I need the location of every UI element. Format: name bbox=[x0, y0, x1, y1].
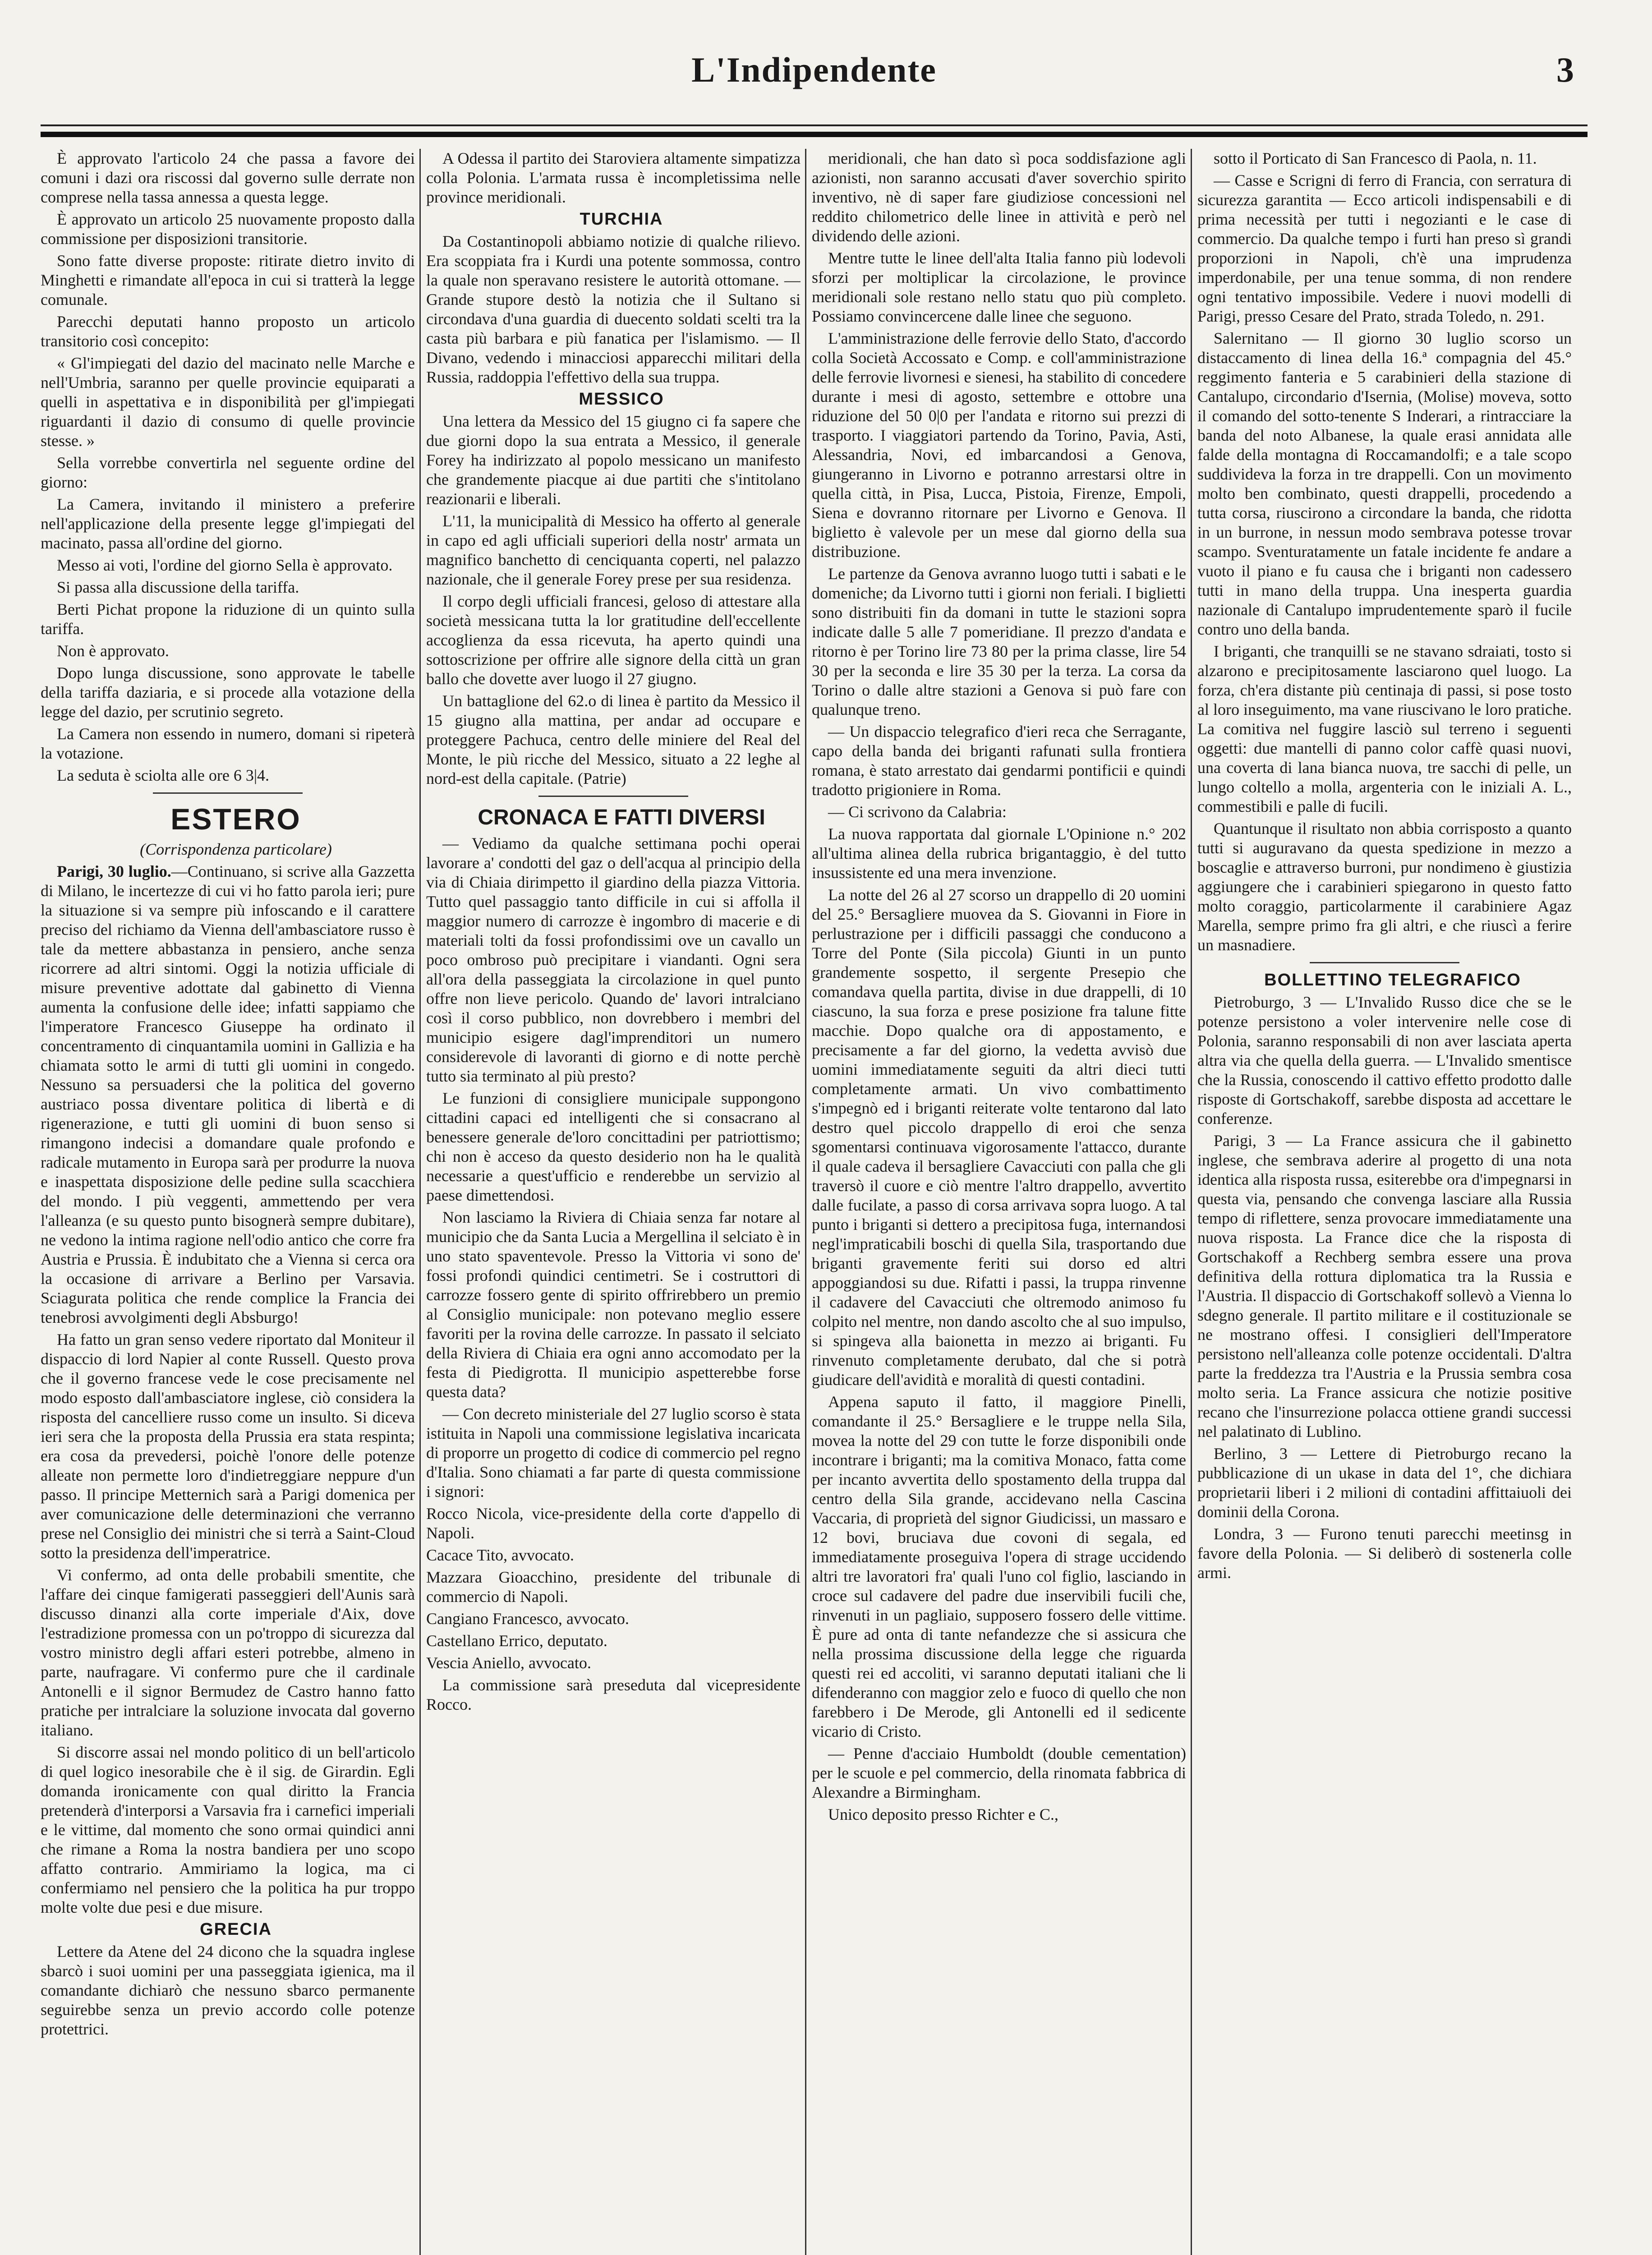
estero-dateline: Parigi, 30 luglio. bbox=[57, 862, 171, 880]
commission-members bbox=[426, 1504, 801, 1673]
paragraph: Castellano Errico, deputato. bbox=[426, 1632, 607, 1650]
paragraph: La Camera non essendo in numero, domani si ripeterà la votazione. bbox=[41, 725, 415, 762]
paragraph: Salernitano — Il giorno 30 luglio scorso un distaccamento di linea della 16.ª compagnia del 45.° reggimento fanteria e 5 carabinieri della stazione di Cantalupo, circondario d'Isernia, (Molise) moveva, sotto il comando del sotto-tenente S Inderari, a rintracciare la banda del noto Albanese, la quale erasi annidata alle falde della montagna di Roccamandolfi; e a tale scopo suddivideva la forza in tre drappelli. Con un movimento molto ben combinato, questi drappelli, procedendo a tutta corsa, riuscirono a circondare la banda, che ridotta in un burrone, in nessun modo sembrava potesse trovar scampo. Sventuratamente un fatale incidente fe andare a vuoto il piano e fu causa che i briganti non cadessero tutti in mano della truppa. Una inesperta guardia nazionale di Cantalupo imprudentemente sparò il fucile contro uno della banda. bbox=[1197, 329, 1572, 638]
paragraph: « Gl'impiegati del dazio del macinato nelle Marche e nell'Umbria, saranno per quelle provincie equiparati a quelli in aspettativa e in disponibilità per gl'impiegati riguardanti il dazio di consumo di quelle provincie stesse. » bbox=[41, 354, 415, 450]
estero-first-paragraph bbox=[41, 862, 415, 1327]
paragraph: Londra, 3 — Furono tenuti parecchi meetinsg in favore della Polonia. — Si deliberò di sostenerla colle armi. bbox=[1197, 1525, 1572, 1582]
estero-first-text: —Continuano, si scrive alla Gazzetta di Milano, le incertezze di cui vi ho fatto parola ieri; pure la situazione si va sempre più infoscando e il carattere preciso del richiamo da Vienna dell'ambasciatore russo è tale da mettere abbastanza in pensiero, anche senza ricorrere ad altri sintomi. Oggi la notizia ufficiale di misure preventive adottate dal gabinetto di Vienna aumenta la confusione delle idee; infatti sappiamo che l'imperatore Francesco Giuseppe ha ordinato il concentramento di cinquantamila uomini in Gallizia e ha chiamata sotto le armi di tutti gli uomini in congedo. Nessuno sa persuadersi che la politica del governo austriaco possa diventare politica di libertà e di rigenerazione, e tutti gli uomini di buon senso si rimangono indecisi a domandare quale profondo e radicale mutamento in Europa sarà per produrre la nuova e inaspettata disposizione delle pedine sulla scacchiera del mondo. I più veggenti, ammettendo per vera l'alleanza (e su questo punto bisognerà sempre dubitare), ne vedono la intima ragione nell'odio antico che corre fra Austria e Prussia. È indubitato che a Vienna si cerca ora la occasione di arrivare a Berlino per Varsavia. Sciagurata politica che rende complice la Francia dei tenebrosi avvolgimenti degli Absburgo! bbox=[41, 862, 415, 1326]
paragraph: sotto il Porticato di San Francesco di Paola, n. 11. bbox=[1214, 149, 1537, 167]
paragraph: L'amministrazione delle ferrovie dello Stato, d'accordo colla Società Accossato e Comp. e coll'amministrazione delle ferrovie livornesi e sienesi, ha stabilito di concedere durante i mesi di agosto, settembre e ottobre una riduzione del 50 0|0 per l'andata e ritorno sui prezzi di trasporto. I viaggiatori partendo da Torino, Pavia, Asti, Alessandria, Novi, ed imbarcandosi a Genova, giungeranno in Livorno e potranno arrestarsi oltre in quella città, in Pisa, Lucca, Pistoia, Firenze, Empoli, Siena e dovranno ritornare per Livorno e Genova. Il biglietto è valevole per un mese dal giorno della sua distribuzione. bbox=[812, 329, 1186, 561]
paragraph: Non è approvato. bbox=[57, 642, 169, 660]
turchia-body bbox=[426, 232, 801, 387]
paragraph: La Camera, invitando il ministero a preferire nell'applicazione della presente legge gl'impiegati del macinato, passa all'ordine del giorno. bbox=[41, 495, 415, 552]
paragraph: Mentre tutte le linee dell'alta Italia fanno più lodevoli sforzi per moltiplicar la circolazione, le province meridionali sole restano nello statu quo più completo. Possiamo convincercene dalle linee che seguono. bbox=[812, 249, 1186, 325]
section-divider bbox=[1310, 962, 1459, 963]
paragraph: Messo ai voti, l'ordine del giorno Sella è approvato. bbox=[57, 556, 393, 574]
grecia-heading: GRECIA bbox=[200, 1920, 272, 1939]
paragraph: Berlino, 3 — Lettere di Pietroburgo recano la pubblicazione di un ukase in data del 1°, che dichiara proprietarii liberi i 2 milioni di contadini affittaiuoli dei dominii della Corona. bbox=[1197, 1445, 1572, 1521]
paragraph: Vescia Aniello, avvocato. bbox=[426, 1654, 591, 1672]
paragraph: Pietroburgo, 3 — L'Invalido Russo dice che se le potenze persistono a voler intervenire nelle cose di Polonia, saranno responsabili di non aver lasciata aperta altra via che quella della guerra. — L'Invalido smentisce che la Russia, conoscendo il cattivo effetto prodotto dalle risposte di Gortschakoff, sarebbe disposta ad accettare le conferenze. bbox=[1197, 993, 1572, 1128]
paragraph: La nuova rapportata dal giornale L'Opinione n.° 202 all'ultima alinea della rubrica brigantaggio, è del tutto insussistente ed una mera invenzione. bbox=[812, 825, 1186, 882]
paragraph: Le partenze da Genova avranno luogo tutti i sabati e le domeniche; da Livorno tutti i giorni non feriali. I biglietti sono distribuiti fin da domani in tutte le stazioni sopra indicate dalle 5 alle 7 pomeridiane. Il prezzo d'andata e ritorno è per Torino lire 73 80 per la prima classe, lire 54 30 per la seconda e lire 35 30 per la terza. La corsa da Torino o dalle altre stazioni a Genova si può fare con qualunque treno. bbox=[812, 565, 1186, 718]
paragraph: Cacace Tito, avvocato. bbox=[426, 1546, 574, 1564]
commission-closing: La commissione sarà preseduta dal vicepresidente Rocco. bbox=[426, 1676, 801, 1713]
paragraph: — Casse e Scrigni di ferro di Francia, con serratura di sicurezza garantita — Ecco articoli indispensabili e di prima necessità per tutti i negozianti e le case di commercio. Da qualche tempo i furti han preso sì grandi proporzioni in Napoli, ch'è una imprudenza imperdonabile, per una tenue somma, di non rendere ogni tentativo impossibile. Vedere i nuovi modelli di Parigi, presso Cesare del Prato, strada Toledo, n. 291. bbox=[1197, 171, 1572, 325]
paragraph: Da Costantinopoli abbiamo notizie di qualche rilievo. Era scoppiata fra i Kurdi una potente sommossa, contro la quale non speravano resistere le autorità ottomane. — Grande stupore destò la notizia che il Sultano si circondava d'una guardia di duecento soldati scelti tra la casta più barbara e più fanatica per l'islamismo. — Il Divano, vedendo i minacciosi apparecchi militari della Russia, raddoppia l'effettivo della sua truppa. bbox=[426, 232, 801, 386]
header-rule-thick bbox=[41, 132, 1588, 137]
paragraph: — Con decreto ministeriale del 27 luglio scorso è stata istituita in Napoli una commissione legislativa incaricata di proporre un progetto di codice di commercio pel regno d'Italia. Sono chiamati a far parte di questa commissione i signori: bbox=[426, 1405, 801, 1500]
paragraph: La seduta è sciolta alle ore 6 3|4. bbox=[57, 766, 270, 784]
paragraph: Si passa alla discussione della tariffa. bbox=[57, 578, 299, 596]
bollettino-body bbox=[1197, 993, 1572, 1583]
paragraph: Sella vorrebbe convertirla nel seguente ordine del giorno: bbox=[41, 454, 415, 491]
column-separator bbox=[419, 149, 421, 2255]
bollettino-heading: BOLLETTINO TELEGRAFICO bbox=[1264, 971, 1521, 989]
paragraph: — Penne d'acciaio Humboldt (double cementation) per le scuole e pel commercio, della rinomata fabbrica di Alexandre a Birmingham. bbox=[812, 1744, 1186, 1801]
paragraph: meridionali, che han dato sì poca soddisfazione agli azionisti, non saranno accusati d'aver soverchio spirito inventivo, nè di saper fare giudiziose concessioni nel reddito chilometrico delle linee in attività e però nel dividendo delle azioni. bbox=[812, 149, 1186, 245]
column-4 bbox=[1197, 149, 1572, 2255]
paragraph: — Vediamo da qualche settimana pochi operai lavorare a' condotti del gaz o dell'acqua al principio della via di Chiaia dirimpetto il giardino della piazza Vittoria. Tutto quel passaggio tanto difficile in cui si affolla il maggior numero di carrozze è ingombro di macerie e di materiali tolti da fossi profondissimi ove un cavallo un poco ombroso può precipitare i viandanti. Ogni sera all'ora della passeggiata la circolazione in quel punto offre non lieve pericolo. Quando de' lavori intralciano così il corso pubblico, non dovrebbero i membri del municipio esigere dagl'imprenditori un numero considerevole di lavoranti di giorno e di notte perchè tutto sia terminato al più presto? bbox=[426, 834, 801, 1085]
section-divider bbox=[538, 796, 688, 797]
paragraph: La notte del 26 al 27 scorso un drappello di 20 uomini del 25.° Bersagliere muovea da S. Giovanni in Fiore in perlustrazione per i difficili passaggi che conducono a Torre del Ponte (Sila piccola) Giunti in un punto grandemente sospetto, il sergente Presepio che comandava quella partita, divise in due drappelli, di 10 ciascuno, la sua forza e prese posizione fra talune fitte macchie. Dopo qualche ora di appostamento, e precisamente a far del giorno, la vedetta avvisò due uomini immediatamente seguiti da altri dieci tutti completamente armati. Un vivo combattimento s'impegnò ed i briganti reiterate volte tentarono dal lato destro quel piccolo drappello di eroi che senza sgomentarsi continuava vigorosamente l'attacco, durante il quale cadeva il bersagliere Cavacciuti con palla che gli traversò il cuore e ciò mentre l'altro drappello, avvertito dalle fucilate, a passo di corsa arrivava sopra luogo. A tal punto i briganti si dettero a precipitosa fuga, internandosi negl'impraticabili boschi di quella Sila, trasportando due briganti gravemente feriti sui dorso ed altri appoggiandosi su due. Rifatti i passi, la truppa rinvenne il cadavere del Cavacciuti che oltremodo animoso fu colpito nel mentre, non dando ascolto che al suo impulso, si spingeva alla baionetta in mezzo ai briganti. Fu rinvenuto completamente derubato, dal che si potrà giudicare dell'avidità e moralità di questi contadini. bbox=[812, 886, 1186, 1389]
paragraph: Un battaglione del 62.o di linea è partito da Messico il 15 giugno alla mattina, per andar ad occupare e proteggere Pachuca, centro delle miniere del Real del Monte, le più ricche del Messico, situato a 22 leghe al nord-est della capitale. (Patrie) bbox=[426, 692, 801, 787]
paragraph: Parigi, 3 — La France assicura che il gabinetto inglese, che sembrava aderire al progetto di una nota identica alla risposta russa, esiterebbe ora d'impegnarsi in questa via, pensando che convenga lasciare alla Russia tempo di riflettere, senza provocare immediatamente una nuova risposta. La France dice che la risposta di Gortschakoff a Rechberg sembra essere una prova definitiva della rottura diplomatica tra la Russia e l'Austria. Il dispaccio di Gortschakoff sollevò a Vienna lo sdegno generale. Il partito militare e il costituzionale se ne mostrano offesi. I consiglieri dell'Imperatore persistono nell'alleanza colle potenze occidentali. D'altra parte la freddezza tra l'Austria e la Prussia sembra cosa molto seria. La France assicura che notizie positive recano che l'insurrezione polacca ottiene grandi successi nel palatinato di Lublino. bbox=[1197, 1132, 1572, 1440]
messico-heading: MESSICO bbox=[579, 390, 664, 409]
paragraph: Parecchi deputati hanno proposto un articolo transitorio così concepito: bbox=[41, 313, 415, 350]
section-divider bbox=[153, 792, 303, 794]
column-4-body bbox=[1197, 149, 1572, 955]
column-separator bbox=[1191, 149, 1192, 2255]
column-3 bbox=[812, 149, 1186, 2255]
paragraph: Le funzioni di consigliere municipale suppongono cittadini capaci ed intelligenti che si consacrano al benessere generale de'loro concittadini per patriottismo; chi non è acceso da questo desiderio non ha le qualità necessarie a quest'ufficio e renderebbe un servizio al paese dimettendosi. bbox=[426, 1089, 801, 1204]
paragraph: Quantunque il risultato non abbia corrisposto a quanto tutti si auguravano da questa spedizione in mezzo a boscaglie e attraverso burroni, pur nondimeno è giustizia aggiungere che i carabinieri spiegarono in questo fatto molto coraggio, particolarmente il carabiniere Agaz Marella, sempre primo fra gli altri, e che riuscì a ferire un masnadiere. bbox=[1197, 819, 1572, 954]
paragraph: L'11, la municipalità di Messico ha offerto al generale in capo ed agli ufficiali superiori della nostr' armata un magnifico banchetto di cenciquanta coperti, nel palazzo nazionale, che il generale Forey prese per sua residenza. bbox=[426, 512, 801, 588]
estero-subheading: (Corrispondenza particolare) bbox=[140, 840, 332, 858]
parliament-report bbox=[41, 149, 415, 785]
paragraph: Ha fatto un gran senso vedere riportato dal Moniteur il dispaccio di lord Napier al conte Russell. Questo prova che il governo francese vede le cose precisamente nel modo esposto dall'ambasciatore inglese, ciò considera la risposta del cancelliere russo come un insulto. Si diceva ieri sera che la proposta della Prussia era stata respinta; era cosa da prevedersi, poichè l'onore delle potenze alleate non permette loro d'indietreggiare neppure d'un passo. Il principe Metternich sarà a Parigi domenica per aver comunicazione delle determinazioni che verranno prese nel Consiglio dei ministri che si terrà a Saint-Cloud sotto la presidenza dell'imperatrice. bbox=[41, 1330, 415, 1562]
paragraph: — Un dispaccio telegrafico d'ieri reca che Serragante, capo della banda dei briganti rafunati sulla frontiera romana, è stato arrestato dai gendarmi pontificii e quindi tradotto prigioniere in Roma. bbox=[812, 723, 1186, 799]
paragraph: I briganti, che tranquilli se ne stavano sdraiati, tosto si alzarono e precipitosamente lasciarono quel luogo. La forza, ch'era distante più centinaja di passi, si pose tosto al loro inseguimento, ma vane riuscivano le loro pratiche. La comitiva nel fuggire lasciò sul terreno i seguenti oggetti: due mantelli di panno color caffè quasi nuovi, una coverta di lana bianca nuova, tre sacchi di pelle, un lungo coltello a molla, argenteria con le iniziali A. L., commestibili e palle di fucili. bbox=[1197, 642, 1572, 815]
paragraph: È approvato un articolo 25 nuovamente proposto dalla commissione per disposizioni transitorie. bbox=[41, 210, 415, 248]
paragraph: Lettere da Atene del 24 dicono che la squadra inglese sbarcò i suoi uomini per una passeggiata igienica, ma il comandante dichiarò che nessuno sbarco permanente seguirebbe senza un previo accordo colle potenze protettrici. bbox=[41, 1942, 415, 2038]
intro-body bbox=[426, 149, 801, 207]
header-rule-thin bbox=[41, 124, 1588, 126]
paragraph: Sono fatte diverse proposte: ritirate dietro invito di Minghetti e rimandate all'epoca in cui si tratterà la legge comunale. bbox=[41, 252, 415, 308]
paragraph: Unico deposito presso Richter e C., bbox=[828, 1805, 1058, 1823]
paragraph: Il corpo degli ufficiali francesi, geloso di attestare alla società messicana tutta la lor gratitudine dell'eccellente accoglienza da essa ricevuta, ha aperto quindi una sottoscrizione per offrire alle signore della città un gran ballo che dovette aver luogo il 27 giugno. bbox=[426, 592, 801, 688]
page-number: 3 bbox=[1556, 50, 1574, 89]
masthead bbox=[41, 36, 1588, 122]
paragraph: Vi confermo, ad onta delle probabili smentite, che l'affare dei cinque famigerati passeggieri dell'Aunis sarà discusso dinanzi alla corte imperiale d'Aix, dove l'estradizione promessa con un po'troppo di sicurezza dal vostro ministro degli affari esteri potrebbe, almeno in parte, naufragare. Vi confermo pure che il cardinale Antonelli e il signor Bermudez de Castro hanno fatto pratiche per intralciare la soluzione invocata dal governo italiano. bbox=[41, 1566, 415, 1739]
messico-body bbox=[426, 412, 801, 788]
column-2 bbox=[426, 149, 801, 2255]
paragraph: Cangiano Francesco, avvocato. bbox=[426, 1610, 629, 1628]
turchia-heading: TURCHIA bbox=[580, 210, 663, 229]
column-1 bbox=[41, 149, 415, 2255]
estero-body bbox=[41, 1330, 415, 1917]
paragraph: È approvato l'articolo 24 che passa a favore dei comuni i dazi ora riscossi dal governo sulle derrate non comprese nella tassa annessa a questa legge. bbox=[41, 149, 415, 206]
paragraph: — Ci scrivono da Calabria: bbox=[828, 803, 1007, 821]
paragraph: A Odessa il partito dei Staroviera altamente simpatizza colla Polonia. L'armata russa è incompletissima nelle province meridionali. bbox=[426, 149, 801, 206]
cronaca-body bbox=[426, 834, 801, 1501]
newspaper-title: L'Indipendente bbox=[691, 50, 937, 89]
column-separator bbox=[805, 149, 806, 2255]
column-3-body bbox=[812, 149, 1186, 1824]
paragraph: Appena saputo il fatto, il maggiore Pinelli, comandante il 25.° Bersagliere e le truppe nella Sila, movea la notte del 29 con tutte le forze disponibili onde incontrare i briganti; ma la comitiva Monaco, fatta come per incanto avvertita dello spostamento della truppa dal centro della Sila grande, accidevano nella Cascina Vaccaria, di proprietà del signor Giudicissi, un massaro e 12 bovi, bruciava due covoni di segala, ed immediatamente proseguiva l'opera di strage uccidendo altri tre lavoratori fra' quali l'uno col figlio, lasciando in croce sul cadavere del padre due inservibili fucili che, rinvenuti in un pagliaio, supposero fossero delle vittime. È pure ad onta di tante nefandezze che si assicura che nella prossima discussione della legge che riguarda questi rei ed accoliti, vi saranno deputati italiani che li difenderanno con maggior zelo e fuoco di quello che non farebbero i De Merode, gli Antonelli ed il sedicente vicario di Cristo. bbox=[812, 1393, 1186, 1740]
paragraph: Mazzara Gioacchino, presidente del tribunale di commercio di Napoli. bbox=[426, 1568, 801, 1606]
paragraph: Rocco Nicola, vice-presidente della corte d'appello di Napoli. bbox=[426, 1505, 801, 1542]
paragraph: Non lasciamo la Riviera di Chiaia senza far notare al municipio che da Santa Lucia a Mergellina il selciato è in uno stato spaventevole. Presso la Vittoria vi sono de' fossi profondi quindici centimetri. Se i costruttori di carrozze fossero gente di spirito offrirebbero un premio al Consiglio municipale: non potevano meglio essere favoriti per la rovina delle carrozze. In passato il selciato della Riviera di Chiaia era ogni anno accomodato per la festa di Piedigrotta. Il municipio aspetterebbe forse questa data? bbox=[426, 1208, 801, 1401]
cronaca-heading: CRONACA E FATTI DIVERSI bbox=[478, 805, 765, 829]
paragraph: Si discorre assai nel mondo politico di un bell'articolo di quel logico inesorabile che è il sig. de Girardin. Egli domanda ironicamente con qual diritto la Francia pretenderà d'interporsi a Varsavia fra i carnefici imperiali e le vittime, dal momento che sono ormai quindici anni che rimane a Roma la nostra bandiera per uno scopo affatto contrario. Ammiriamo la logica, ma ci confermiamo nel pensiero che la politica ha pur troppo molte volte due pesi e due misure. bbox=[41, 1743, 415, 1916]
paragraph: Una lettera da Messico del 15 giugno ci fa sapere che due giorni dopo la sua entrata a Messico, il generale Forey ha indirizzato al popolo messicano un manifesto che grandemente piacque ai due partiti che s'intitolano reazionarii e liberali. bbox=[426, 412, 801, 508]
estero-heading: ESTERO bbox=[170, 802, 301, 836]
paragraph: Dopo lunga discussione, sono approvate le tabelle della tariffa daziaria, e si procede alla votazione della legge del dazio, per scrutinio segreto. bbox=[41, 664, 415, 721]
paragraph: Berti Pichat propone la riduzione di un quinto sulla tariffa. bbox=[41, 600, 415, 638]
grecia-body bbox=[41, 1942, 415, 2039]
